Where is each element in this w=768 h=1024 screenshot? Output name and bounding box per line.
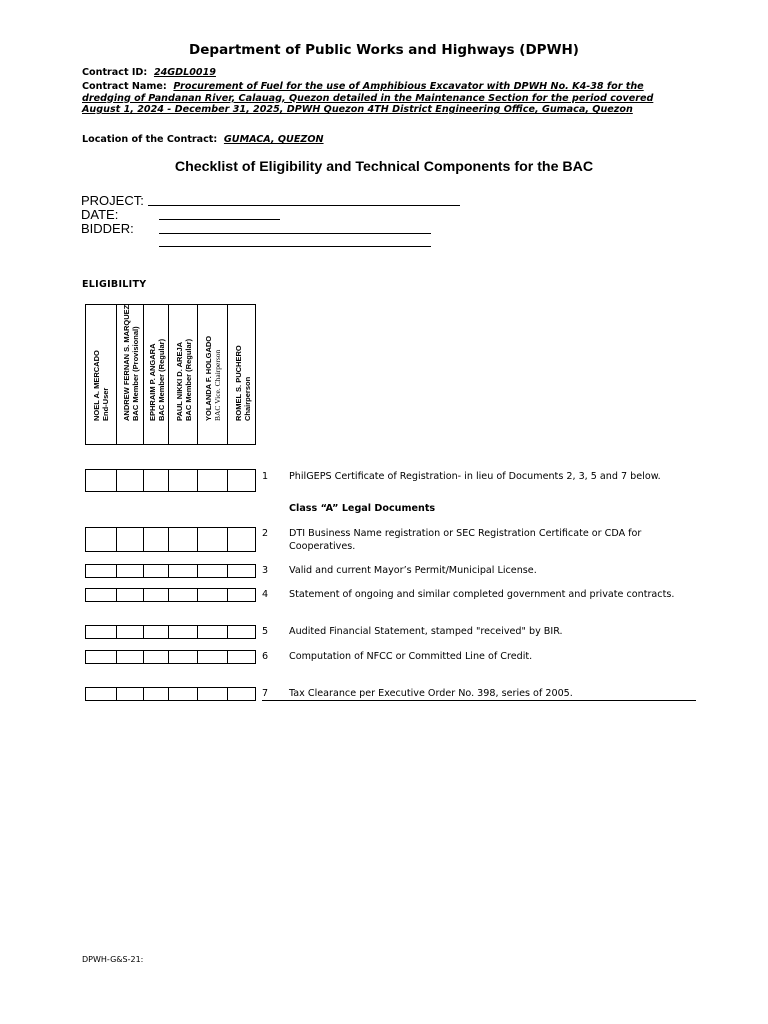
evaluator-column: [197, 305, 228, 444]
evaluators-header: [85, 304, 256, 445]
class-a-heading: Class “A” Legal Documents: [289, 503, 436, 514]
contract-id-line: [82, 67, 667, 79]
evaluator-name: EPHRAIM P. ANGARA BAC Member (Regular): [147, 338, 166, 421]
check-row-4[interactable]: [85, 588, 256, 602]
item-text: Valid and current Mayor’s Permit/Municipal License.: [289, 565, 537, 576]
document-title: Department of Public Works and Highways (DPWH): [189, 42, 579, 58]
evaluator-name: ROMEL S. PUCHERO Chairperson: [234, 345, 252, 421]
contract-id-label: Contract ID:: [82, 67, 148, 78]
check-row-5[interactable]: [85, 625, 256, 639]
contract-name-line: [82, 81, 667, 116]
contract-name-label: Contract Name:: [82, 81, 167, 92]
project-blank-line[interactable]: [148, 205, 460, 206]
location-label: Location of the Contract:: [82, 134, 218, 145]
item-text: DTI Business Name registration or SEC Registration Certificate or CDA for Cooperatives.: [289, 528, 642, 552]
check-row-1[interactable]: [85, 469, 256, 492]
check-row-7[interactable]: [85, 687, 256, 701]
contract-name-value: Procurement of Fuel for the use of Amphibious Excavator with DPWH No. K4-38 for the dredging of Pandanan River, Calauag, Quezon detailed in the Maintenance Section for the period covered August 1, 2024 - December 31, 2025, DPWH Quezon 4TH District Engineering Office, Gumaca, Quezon: [82, 81, 654, 116]
item-number: 1: [262, 471, 269, 482]
item-number: 4: [262, 589, 269, 600]
item-text: Tax Clearance per Executive Order No. 398, series of 2005.: [289, 688, 573, 699]
evaluator-name: NOEL A. MERCADO End-User: [92, 349, 110, 421]
evaluator-column: [227, 305, 258, 444]
item-text: Computation of NFCC or Committed Line of Credit.: [289, 651, 533, 662]
evaluator-column: [86, 305, 116, 444]
evaluator-name: ANDREW FERNAN S. MARQUEZ BAC Member (Provisional): [121, 304, 140, 421]
project-label: PROJECT:: [81, 193, 144, 208]
bidder-label: BIDDER:: [81, 221, 134, 236]
evaluator-column: [143, 305, 169, 444]
checklist-title: Checklist of Eligibility and Technical Components for the BAC: [174, 159, 594, 175]
item-number: 2: [262, 528, 269, 539]
item-number: 6: [262, 651, 269, 662]
check-row-3[interactable]: [85, 564, 256, 578]
item-text: Audited Financial Statement, stamped "received" by BIR.: [289, 626, 563, 637]
item-number: 7: [262, 688, 269, 699]
location-line: [82, 134, 667, 146]
check-row-6[interactable]: [85, 650, 256, 664]
contract-id-value: 24GDL0019: [153, 67, 216, 78]
location-value: GUMACA, QUEZON: [223, 134, 324, 145]
evaluator-name: YOLANDA F. HOLGADO BAC Vice. Chairperson: [204, 335, 222, 421]
item-number: 3: [262, 565, 269, 576]
bidder-blank-line-2[interactable]: [159, 246, 431, 247]
evaluator-name: PAUL NIKKI D. AREJA BAC Member (Regular): [174, 338, 193, 421]
date-blank-line[interactable]: [159, 219, 280, 220]
evaluator-column: [116, 305, 144, 444]
item-text: PhilGEPS Certificate of Registration- in lieu of Documents 2, 3, 5 and 7 below.: [289, 471, 661, 482]
section-eligibility-label: ELIGIBILITY: [82, 279, 147, 290]
check-row-2[interactable]: [85, 527, 256, 552]
evaluator-column: [168, 305, 198, 444]
item-7-underline: [262, 700, 696, 701]
item-text: Statement of ongoing and similar completed government and private contracts.: [289, 589, 675, 600]
item-number: 5: [262, 626, 269, 637]
date-label: DATE:: [81, 207, 119, 222]
bidder-blank-line-1[interactable]: [159, 233, 431, 234]
form-code-footer: DPWH-G&S-21:: [82, 955, 144, 964]
